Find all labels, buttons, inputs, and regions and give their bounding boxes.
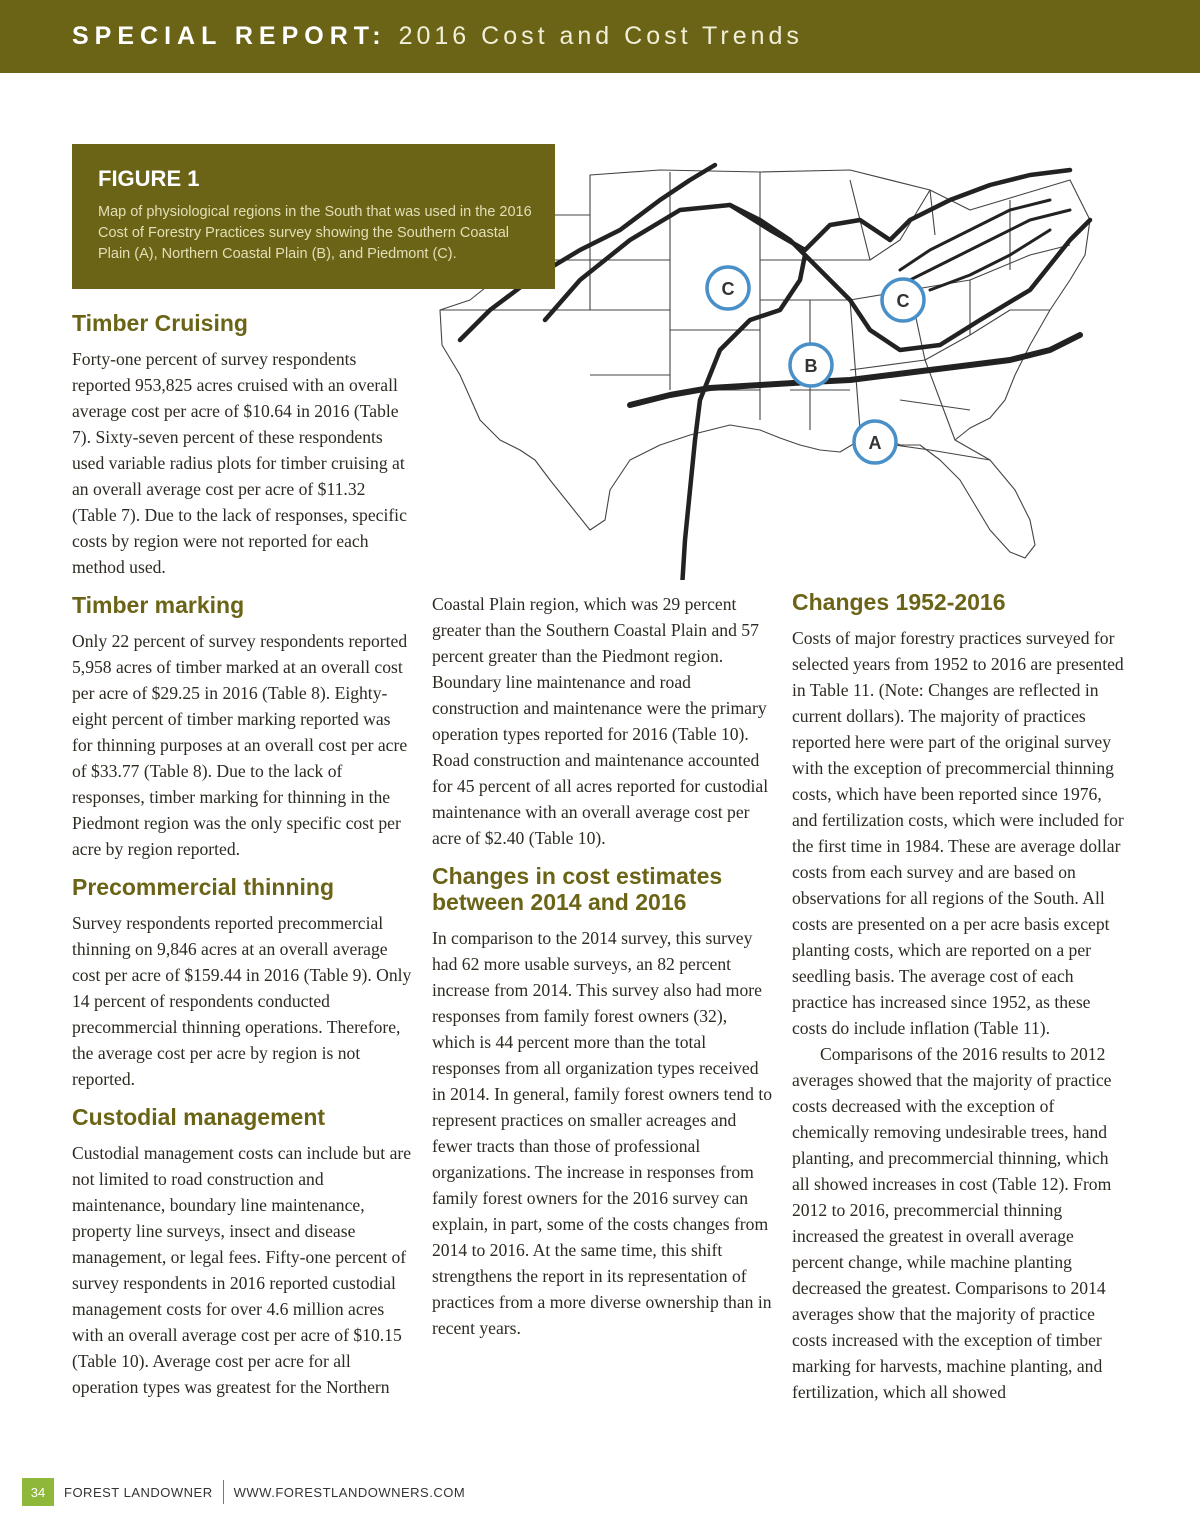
marker-c-east-label: C	[896, 291, 910, 311]
report-header	[0, 0, 1200, 73]
heading-timber-marking: Timber marking	[72, 592, 245, 618]
text-custodial-management-continued: Coastal Plain region, which was 29 percent greater than the Southern Coastal Plain and 57 percent greater than the Piedmont region. Boundary line maintenance and road construction and maintenance were the primary operation types reported for 2016 (Table 10). Road construction and maintenance accounted for 45 percent of all acres reported for custodial maintenance with an overall average cost per acre of $2.40 (Table 10).	[432, 594, 769, 848]
footer-divider	[223, 1480, 224, 1504]
marker-b	[790, 344, 832, 386]
publication-name: FOREST LANDOWNER	[64, 1484, 213, 1500]
report-label: SPECIAL REPORT:	[72, 22, 387, 50]
marker-a	[854, 421, 896, 463]
text-changes-1952-2016-part1: Costs of major forestry practices surveyed for selected years from 1952 to 2016 are presented in Table 11. (Note: Changes are reflected in current dollars). The majority of practices reported here were part of the original survey with the exception of precommercial thinning costs, which have been reported since 1976, and fertilization costs, which were included for the first time in 1984. These are average dollar costs from each survey and are based on observations for all regions of the South. All costs are presented on a per acre basis except planting costs, which are reported on a per seedling basis. The average cost of each practice has increased since 1952, as these costs do include inflation (Table 11).	[792, 628, 1124, 1038]
text-changes-2014-2016: In comparison to the 2014 survey, this survey had 62 more usable surveys, an 82 percent increase from 2014. This survey also had more responses from family forest owners (32), which is 44 percent more than the total responses from all organization types received in 2014. In general, family forest owners tend to represent practices on smaller acreages and fewer tracts than those of professional organizations. The increase in responses from family forest owners for the 2016 survey can explain, in part, some of the costs changes from 2014 to 2016. At the same time, this shift strengthens the report in its representation of practices from a more diverse ownership than in recent years.	[432, 928, 773, 1338]
figure-caption: Map of physiological regions in the South that was used in the 2016 Cost of Forestry Practices survey showing the Southern Coastal Plain (A), Northern Coastal Plain (B), and Piedmont (C).	[98, 204, 532, 262]
report-subtitle: 2016 Cost and Cost Trends	[398, 22, 803, 50]
heading-changes-2014-2016: Changes in cost estimates between 2014 and 2016	[432, 863, 723, 915]
heading-timber-cruising: Timber Cruising	[72, 310, 248, 336]
heading-custodial-management: Custodial management	[72, 1104, 326, 1130]
marker-b-label: B	[804, 356, 818, 376]
text-custodial-management: Custodial management costs can include but are not limited to road construction and maintenance, boundary line maintenance, property line surveys, insect and disease management, or legal fees. Fifty-one percent of survey respondents in 2016 reported custodial management costs for over 4.6 million acres with an overall average cost per acre of $10.15 (Table 10). Average cost per acre for all operation types was greatest for the Northern	[72, 1143, 412, 1397]
text-timber-cruising: Forty-one percent of survey respondents reported 953,825 acres cruised with an overall average cost per acre of $10.64 in 2016 (Table 7). Sixty-seven percent of these respondents used variable radius plots for timber cruising at an overall average cost per acre of $11.32 (Table 7). Due to the lack of responses, specific costs by region were not reported for each method used.	[72, 349, 407, 577]
marker-c-west-label: C	[721, 279, 735, 299]
figure-caption-box	[72, 144, 555, 289]
marker-c-east	[882, 279, 924, 321]
figure-title: FIGURE 1	[98, 166, 200, 191]
text-precommercial-thinning: Survey respondents reported precommercial thinning on 9,846 acres at an overall average cost per acre of $159.44 in 2016 (Table 9). Only 14 percent of respondents conducted precommercial thinning operations. Therefore, the average cost per acre by region is not reported.	[72, 913, 412, 1089]
text-timber-marking: Only 22 percent of survey respondents reported 5,958 acres of timber marked at an overall cost per acre of $29.25 in 2016 (Table 8). Eighty-eight percent of timber marking reported was for thinning purposes at an overall cost per acre of $33.77 (Table 8). Due to the lack of responses, timber marking for thinning in the Piedmont region was the only specific cost per acre by region reported.	[72, 631, 408, 859]
page-number: 34	[22, 1478, 54, 1506]
column-right	[792, 589, 1127, 1405]
column-left	[72, 310, 414, 1400]
page-footer	[22, 1478, 465, 1506]
marker-c-west	[707, 267, 749, 309]
text-changes-1952-2016-part2: Comparisons of the 2016 results to 2012 averages showed that the majority of practice costs decreased with the exception of chemically removing undesirable trees, hand planting, and precommercial thinning, which all showed increases in cost (Table 12). From 2012 to 2016, precommercial thinning increased the greatest in overall average percent change, while machine planting decreased the greatest. Comparisons to 2014 averages show that the majority of practice costs increased with the exception of timber marking for harvests, machine planting, and fertilization, which all showed	[792, 1044, 1112, 1402]
publication-url[interactable]: WWW.FORESTLANDOWNERS.COM	[233, 1484, 466, 1500]
heading-precommercial-thinning: Precommercial thinning	[72, 874, 335, 900]
heading-changes-1952-2016: Changes 1952-2016	[792, 589, 1006, 615]
marker-a-label: A	[868, 433, 882, 453]
column-middle	[432, 591, 774, 1341]
